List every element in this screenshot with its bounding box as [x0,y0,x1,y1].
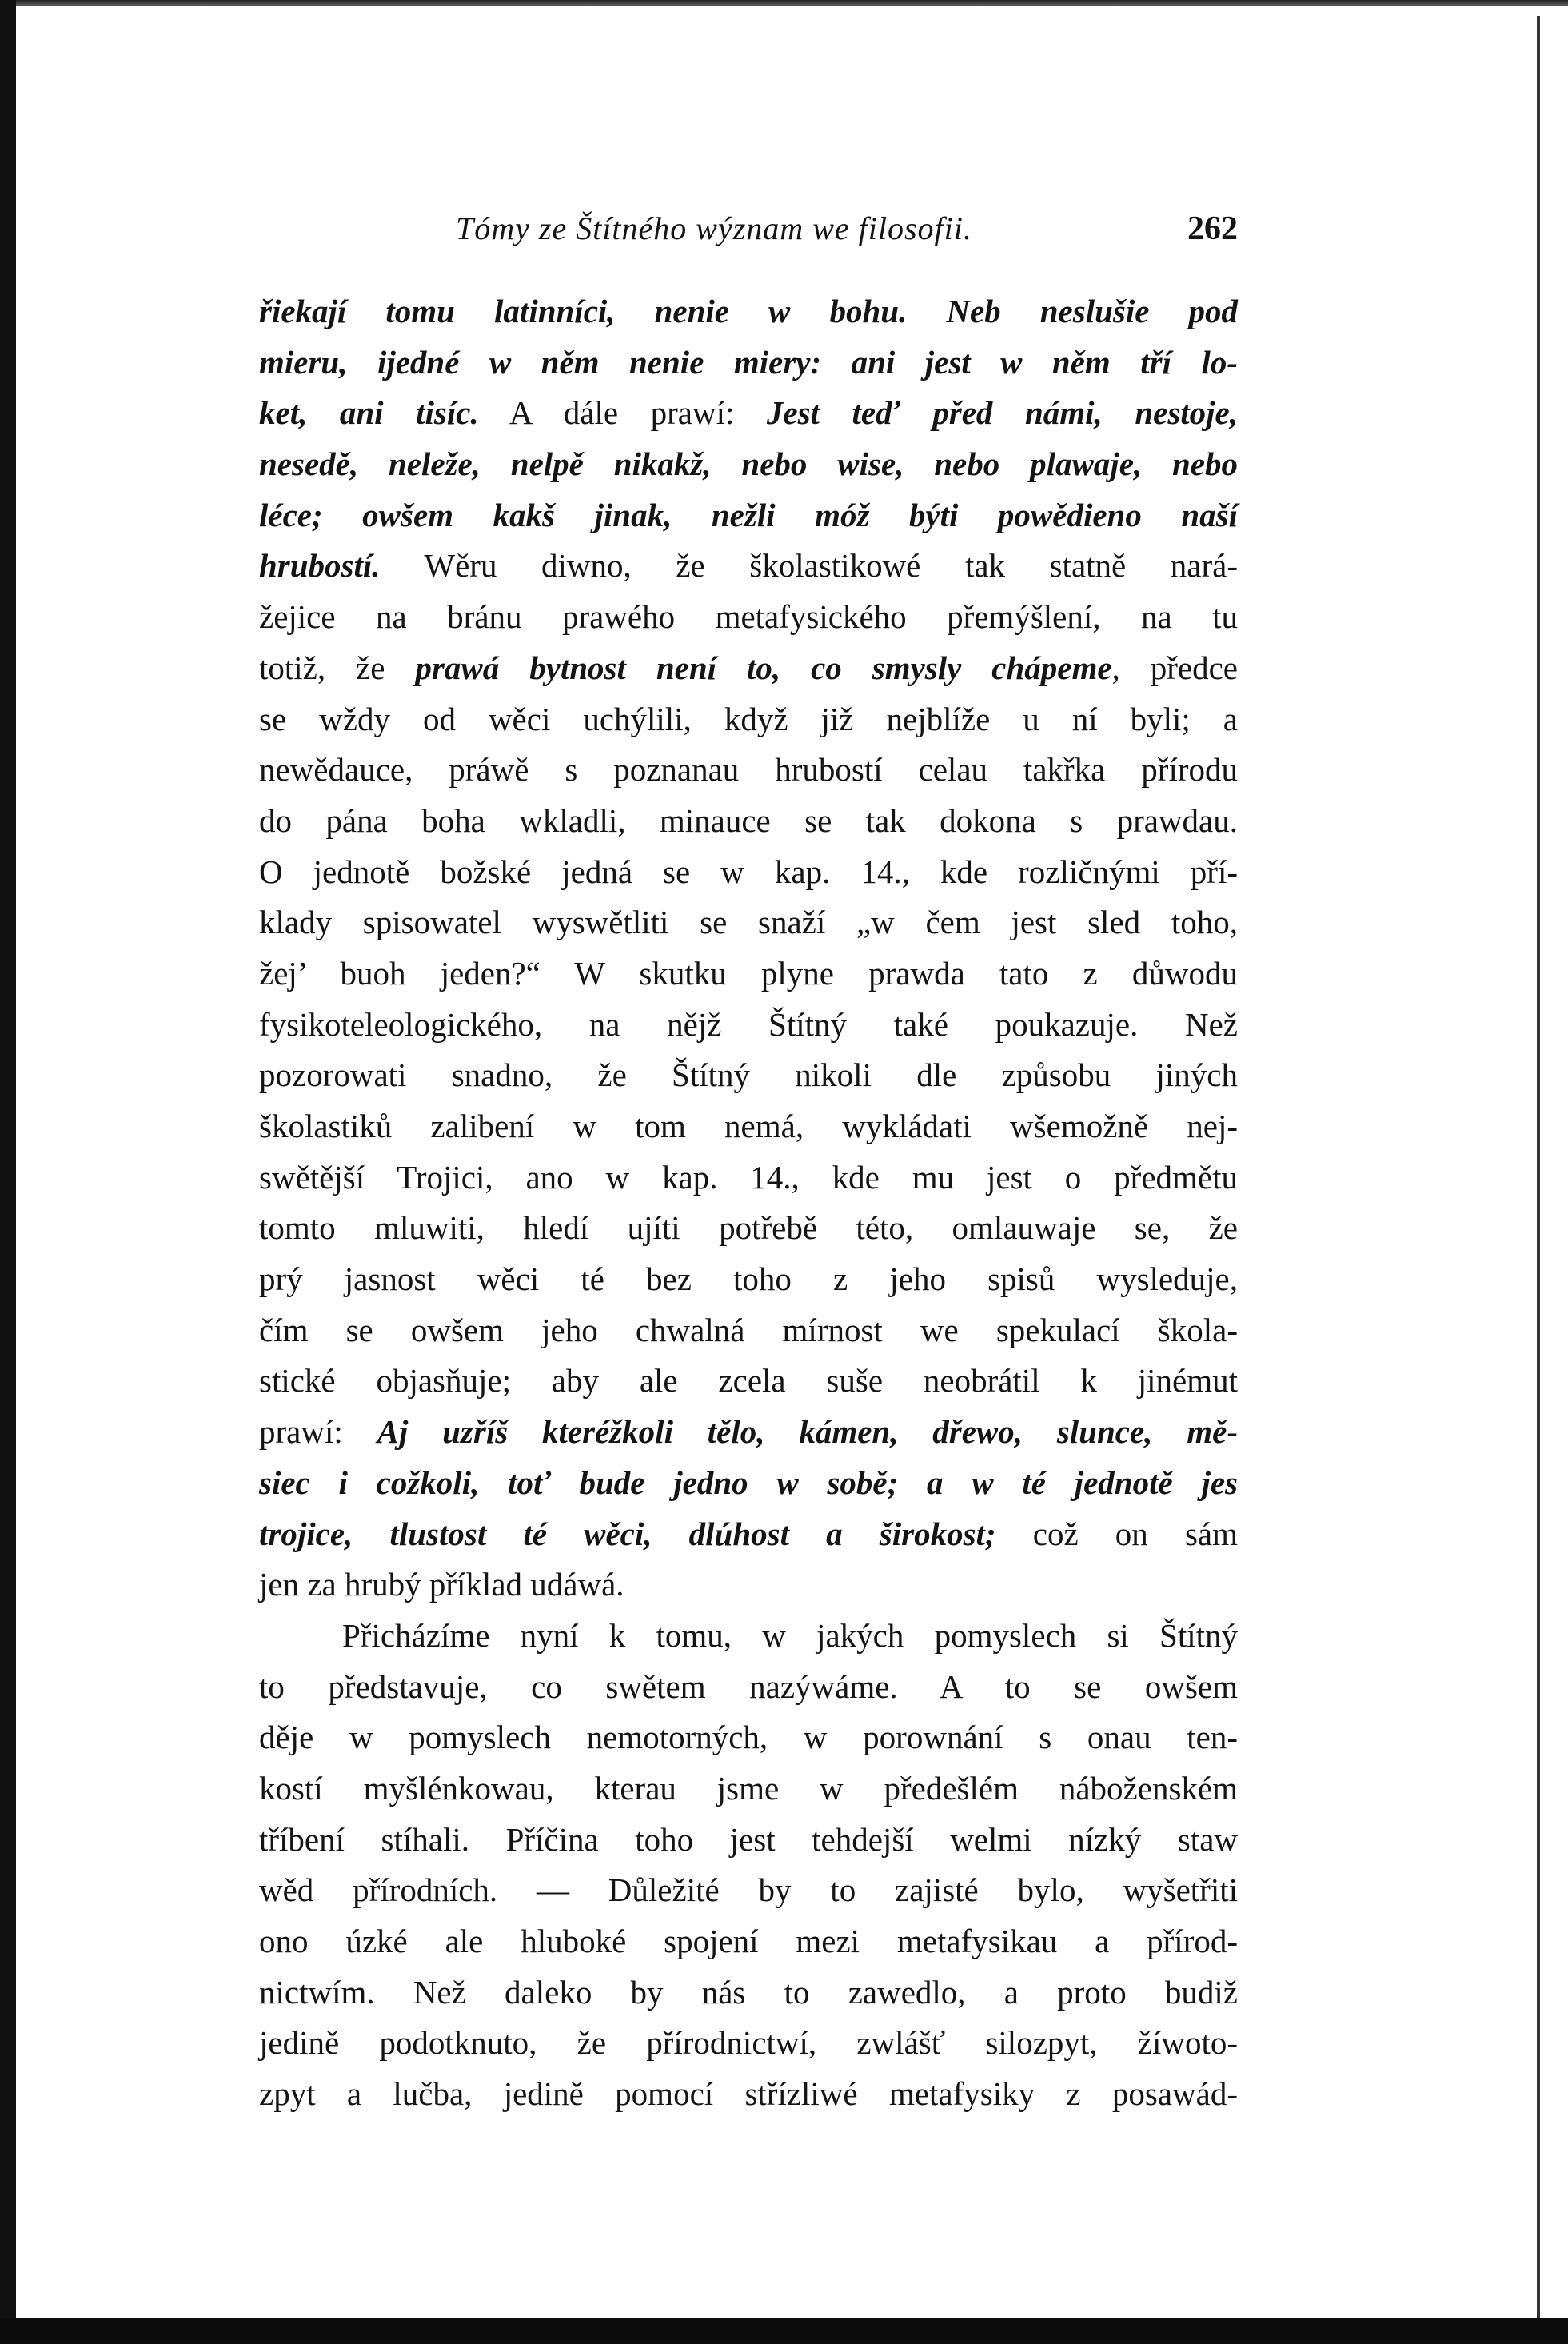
text-line [259,745,1238,796]
text-segment: kostí myšlénkowau, kterau jsme w předešlém náboženském [259,1769,1238,1807]
text-line [259,1712,1238,1763]
text-line [259,337,1238,389]
italic-quote-segment: nesedě, neleže, nelpě nikakž, nebo wise, nebo plawaje, nebo [259,445,1238,483]
text-line [259,490,1238,541]
text-line [259,1203,1238,1254]
text-segment: ono úzké ale hluboké spojení mezi metafysikau a přírod- [259,1923,1238,1959]
text-line [259,694,1238,745]
text-line [259,1305,1238,1356]
text-line [259,1458,1238,1509]
text-segment: , předce [1111,649,1238,686]
text-segment: stické objasňuje; aby ale zcela suše neobrátil k jinémut [259,1362,1238,1400]
scan-edge-left [0,0,16,2344]
running-header [259,210,1238,258]
text-segment: O jednotě božské jedná se w kap. 14., kde rozličnými pří- [259,853,1238,890]
italic-quote-segment: ket, ani tisíc. [259,394,479,432]
text-line [259,1152,1238,1204]
text-line [259,1662,1238,1713]
text-segment: Wěru diwno, že školastikowé tak statně nará- [380,547,1238,585]
text-line [259,2018,1238,2069]
text-line [259,1763,1238,1815]
italic-quote-segment: hrubostí. [259,547,381,585]
text-segment: školastiků zalibení w tom nemá, wykládati wšemožně nej- [259,1108,1238,1144]
text-line [259,1611,1238,1662]
italic-quote-segment: trojice, tlustost té wěci, dlúhost a širokost; [259,1515,996,1552]
text-segment: jen za hrubý příklad udáwá. [259,1566,624,1603]
text-line [259,1509,1238,1560]
text-segment: jedině podotknuto, že přírodnictwí, zwlášť silozpyt, žíwoto- [259,2024,1238,2062]
scan-edge-bottom [0,2318,1568,2344]
text-segment: Přicházíme nyní k tomu, w jakých pomyslech si Štítný [342,1616,1238,1654]
text-segment: swětější Trojici, ano w kap. 14., kde mu jest o předmětu [259,1158,1238,1196]
text-segment: zpyt a lučba, jedině pomocí střízliwé metafysiky z posawád- [259,2075,1238,2113]
text-line [259,1356,1238,1407]
text-segment: newědauce, práwě s poznanau hrubostí celau takřka přírodu [259,751,1238,789]
text-line [259,1407,1238,1458]
text-line [259,796,1238,847]
italic-quote-segment: prawá bytnost není to, co smysly chápeme [415,649,1112,686]
text-line [259,847,1238,898]
text-segment: což on sám [995,1515,1238,1552]
text-segment: fysikoteleologického, na nějž Štítný také poukazuje. Než [259,1005,1238,1043]
text-line [259,592,1238,643]
text-segment: tříbení stíhali. Příčina toho jest tehdejší welmi nízký staw [259,1820,1238,1858]
text-segment: prý jasnost wěci té bez toho z jeho spisů wysleduje, [259,1260,1238,1298]
text-line [259,1559,1238,1611]
text-segment: tomto mluwiti, hledí ujíti potřebě této, omlauwaje se, že [259,1209,1238,1247]
text-segment: wěd přírodních. — Důležité by to zajisté bylo, wyšetřiti [259,1871,1238,1909]
text-line [259,1000,1238,1051]
text-line [259,439,1238,490]
text-segment: prawí: [259,1413,377,1451]
text-line [259,1101,1238,1152]
text-segment: totiž, že [259,649,416,686]
text-segment: žej’ buoh jeden?“ W skutku plyne prawda tato z důwodu [259,954,1238,992]
text-segment: A dále prawí: [478,394,767,432]
text-line [259,541,1238,592]
text-line [259,286,1238,337]
text-line [259,897,1238,948]
text-segment: nictwím. Než daleko by nás to zawedlo, a proto budiž [259,1973,1238,2011]
italic-quote-segment: Jest teď před námi, nestoje, [766,394,1239,432]
italic-quote-segment: Aj uzříš kteréžkoli tělo, kámen, dřewo, slunce, mě- [377,1413,1238,1451]
text-line [259,1815,1238,1866]
text-line [259,948,1238,1000]
text-line [259,1050,1238,1101]
page-number: 262 [1187,210,1238,247]
text-line [259,643,1238,694]
text-segment: to představuje, co swětem nazýwáme. A to se owšem [259,1667,1238,1705]
text-segment: děje w pomyslech nemotorných, w porownání s onau ten- [259,1719,1238,1756]
text-segment: pozorowati snadno, že Štítný nikoli dle způsobu jiných [259,1056,1238,1094]
text-segment: žejice na bránu prawého metafysického přemýšlení, na tu [259,598,1238,636]
text-segment: se wždy od wěci uchýlili, když již nejblíže u ní byli; a [259,700,1238,737]
running-title: Tómy ze Štítného wýznam we filosofii. [456,210,972,246]
text-segment: čím se owšem jeho chwalná mírnost we spekulací škola- [259,1311,1238,1348]
text-segment: klady spisowatel wyswětliti se snaží „w čem jest sled toho, [259,904,1238,941]
text-line [259,2069,1238,2120]
text-line [259,388,1238,439]
italic-quote-segment: řiekají tomu latinníci, nenie w bohu. Neb neslušie pod [259,293,1238,329]
scan-edge-top [0,0,1568,6]
text-segment: do pána boha wkladli, minauce se tak dokona s prawdau. [259,801,1238,839]
text-line [259,1865,1238,1916]
italic-quote-segment: mieru, ijedné w něm nenie miery: ani jest w něm tří lo- [259,343,1238,381]
italic-quote-segment: siec i cožkoli, toť bude jedno w sobě; a w té jednotě jes [259,1464,1238,1501]
text-line [259,1916,1238,1967]
text-line [259,1967,1238,2019]
italic-quote-segment: léce; owšem kakš jinak, nežli móž býti powědieno naší [259,496,1238,533]
scan-edge-right [1537,16,1540,2319]
text-line [259,1254,1238,1305]
body-text [259,286,1238,2120]
